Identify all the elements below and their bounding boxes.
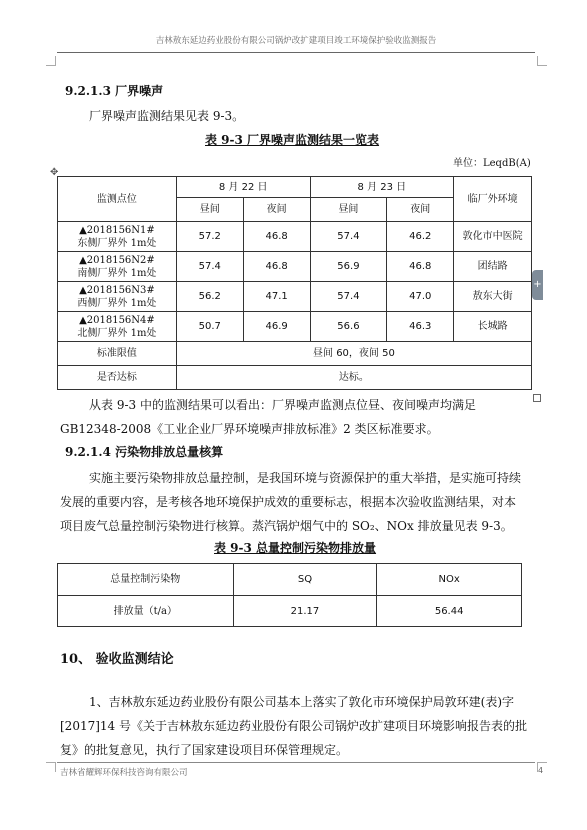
env-cell: 敖东大街 <box>454 282 532 312</box>
emission-col-label: 总量控制污染物 <box>58 564 234 596</box>
value-cell: 46.9 <box>243 312 310 342</box>
value-cell: 46.3 <box>387 312 454 342</box>
value-cell: 46.8 <box>243 252 310 282</box>
side-expand-tab[interactable]: + <box>532 270 543 300</box>
emission-table-title: 表 9-3 总量控制污染物排放量 <box>214 541 377 555</box>
emission-col-so2: SQ <box>233 564 377 596</box>
emission-so2-value: 21.17 <box>233 596 377 627</box>
footer-company: 吉林省耀辉环保科技咨询有限公司 <box>60 768 188 778</box>
value-cell: 47.1 <box>243 282 310 312</box>
point-location: 北侧厂界外 1m处 <box>77 327 157 339</box>
corner-mark <box>46 56 56 66</box>
emission-para-line1: 实施主要污染物排放总量控制，是我国环境与资源保护的重大举措，是实施可持续 <box>89 471 522 485</box>
table-row <box>58 222 532 252</box>
value-cell: 56.6 <box>310 312 387 342</box>
page-number: 4 <box>538 766 544 775</box>
point-id: ▲2018156N1# <box>79 224 155 236</box>
env-cell: 敦化市中医院 <box>454 222 532 252</box>
value-cell: 57.4 <box>176 252 243 282</box>
noise-conclusion-line1: 从表 9-3 中的监测结果可以看出：厂界噪声监测点位昼、夜间噪声均满足 <box>89 398 476 412</box>
noise-table <box>57 176 532 390</box>
point-location: 南侧厂界外 1m处 <box>77 267 157 279</box>
noise-unit: 单位：LeqdB(A) <box>453 158 531 169</box>
conclusion-para-line3: 复》的批复意见，执行了国家建设项目环保管理规定。 <box>60 743 349 757</box>
footer-rule <box>57 762 535 763</box>
corner-mark <box>537 56 547 66</box>
value-cell: 46.8 <box>243 222 310 252</box>
value-cell: 57.4 <box>310 282 387 312</box>
noise-intro: 厂界噪声监测结果见表 9-3。 <box>89 109 245 123</box>
value-cell: 46.8 <box>387 252 454 282</box>
sub-day: 昼间 <box>310 198 387 222</box>
env-cell: 团结路 <box>454 252 532 282</box>
sub-night: 夜间 <box>243 198 310 222</box>
point-id: ▲2018156N2# <box>79 254 155 266</box>
point-location: 东侧厂界外 1m处 <box>77 237 157 249</box>
table-row <box>58 252 532 282</box>
col-environment: 临厂外环境 <box>454 177 532 222</box>
table-row <box>58 596 522 627</box>
section-heading-emission: 9.2.1.4 污染物排放总量核算 <box>65 445 224 459</box>
point-id: ▲2018156N3# <box>79 284 155 296</box>
page-header: 吉林敖东延边药业股份有限公司锅炉改扩建项目竣工环境保护验收监测报告 <box>155 36 437 46</box>
env-cell: 长城路 <box>454 312 532 342</box>
value-cell: 56.2 <box>176 282 243 312</box>
point-id: ▲2018156N4# <box>79 314 155 326</box>
col-aug22: 8 月 22 日 <box>176 177 310 198</box>
emission-nox-value: 56.44 <box>377 596 522 627</box>
table-row <box>58 282 532 312</box>
table-resize-handle[interactable] <box>533 394 541 402</box>
noise-table-title: 表 9-3 厂界噪声监测结果一览表 <box>205 133 380 147</box>
emission-row-label: 排放量（t/a） <box>58 596 234 627</box>
sub-night: 夜间 <box>387 198 454 222</box>
sub-day: 昼间 <box>176 198 243 222</box>
conclusion-para-line2: [2017]14 号《关于吉林敖东延边药业股份有限公司锅炉改扩建项目环境影响报告表的批 <box>60 719 527 733</box>
value-cell: 56.9 <box>310 252 387 282</box>
meet-value: 达标。 <box>176 366 531 390</box>
value-cell: 57.4 <box>310 222 387 252</box>
table-row <box>58 312 532 342</box>
col-monitor-point: 监测点位 <box>58 177 177 222</box>
point-location: 西侧厂界外 1m处 <box>77 297 157 309</box>
emission-table <box>57 563 522 627</box>
value-cell: 50.7 <box>176 312 243 342</box>
meet-label: 是否达标 <box>58 366 177 390</box>
emission-para-line2: 发展的重要内容，是考核各地环境保护成效的重要标志，根据本次验收监测结果，对本 <box>60 495 517 509</box>
section-heading-noise: 9.2.1.3 厂界噪声 <box>65 84 164 98</box>
limit-value: 昼间 60，夜间 50 <box>176 342 531 366</box>
value-cell: 46.2 <box>387 222 454 252</box>
emission-para-line3: 项目废气总量控制污染物进行核算。蒸汽锅炉烟气中的 SO₂、NOx 排放量见表 9-3。 <box>60 519 513 533</box>
noise-conclusion-line2: GB12348-2008《工业企业厂界环境噪声排放标准》2 类区标准要求。 <box>60 422 439 436</box>
corner-mark <box>46 762 56 772</box>
limit-label: 标准限值 <box>58 342 177 366</box>
conclusion-para-line1: 1、吉林敖东延边药业股份有限公司基本上落实了敦化市环境保护局敦环建(表)字 <box>89 695 515 709</box>
emission-col-nox: NOx <box>377 564 522 596</box>
value-cell: 57.2 <box>176 222 243 252</box>
value-cell: 47.0 <box>387 282 454 312</box>
col-aug23: 8 月 23 日 <box>310 177 454 198</box>
table-move-handle-icon[interactable]: ✥ <box>50 167 59 178</box>
header-rule <box>57 52 535 53</box>
section-heading-conclusion: 10、 验收监测结论 <box>60 652 174 667</box>
